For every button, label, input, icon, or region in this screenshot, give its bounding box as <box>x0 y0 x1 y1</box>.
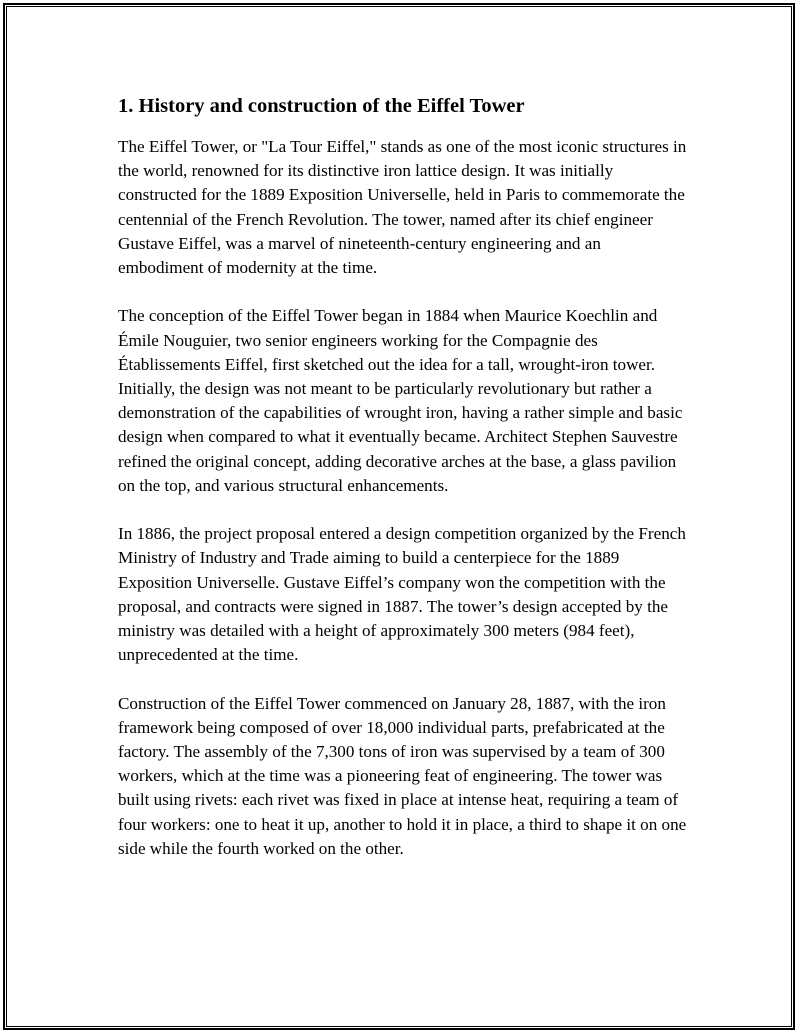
paragraph-intro: The Eiffel Tower, or "La Tour Eiffel," stands as one of the most iconic structures in the world, renowned for its distinctive iron lattice design. It was initially constructed for the 1889 Exposition Universelle, held in Paris to commemorate the centennial of the French Revolution. The tower, named after its chief engineer Gustave Eiffel, was a marvel of nineteenth-century engineering and an embodiment of modernity at the time. <box>118 137 687 278</box>
paragraph-conception: The conception of the Eiffel Tower began in 1884 when Maurice Koechlin and Émile Nouguier, two senior engineers working for the Compagnie des Établissements Eiffel, first sketched out the idea for a tall, wrought-iron tower. Initially, the design was not meant to be particularly revolutionary but rather a demonstration of the capabilities of wrought iron, having a rather simple and basic design when compared to what it eventually became. Architect Stephen Sauvestre refined the original concept, adding decorative arches at the base, a glass pavilion on the top, and various structural enhancements. <box>118 306 683 495</box>
document-body <box>118 92 690 885</box>
page-title: 1. History and construction of the Eiffel Tower <box>118 95 525 117</box>
paragraph-construction: Construction of the Eiffel Tower commenced on January 28, 1887, with the iron framework being composed of over 18,000 individual parts, prefabricated at the factory. The assembly of the 7,300 tons of iron was supervised by a team of 300 workers, which at the time was a pioneering feat of engineering. The tower was built using rivets: each rivet was fixed in place at intense heat, requiring a team of four workers: one to heat it up, another to hold it in place, a third to shape it on one side while the fourth worked on the other. <box>118 693 687 858</box>
paragraph-competition: In 1886, the project proposal entered a design competition organized by the French Ministry of Industry and Trade aiming to build a centerpiece for the 1889 Exposition Universelle. Gustave Eiffel’s company won the competition with the proposal, and contracts were signed in 1887. The tower’s design accepted by the ministry was detailed with a height of approximately 300 meters (984 feet), unprecedented at the time. <box>118 524 686 665</box>
